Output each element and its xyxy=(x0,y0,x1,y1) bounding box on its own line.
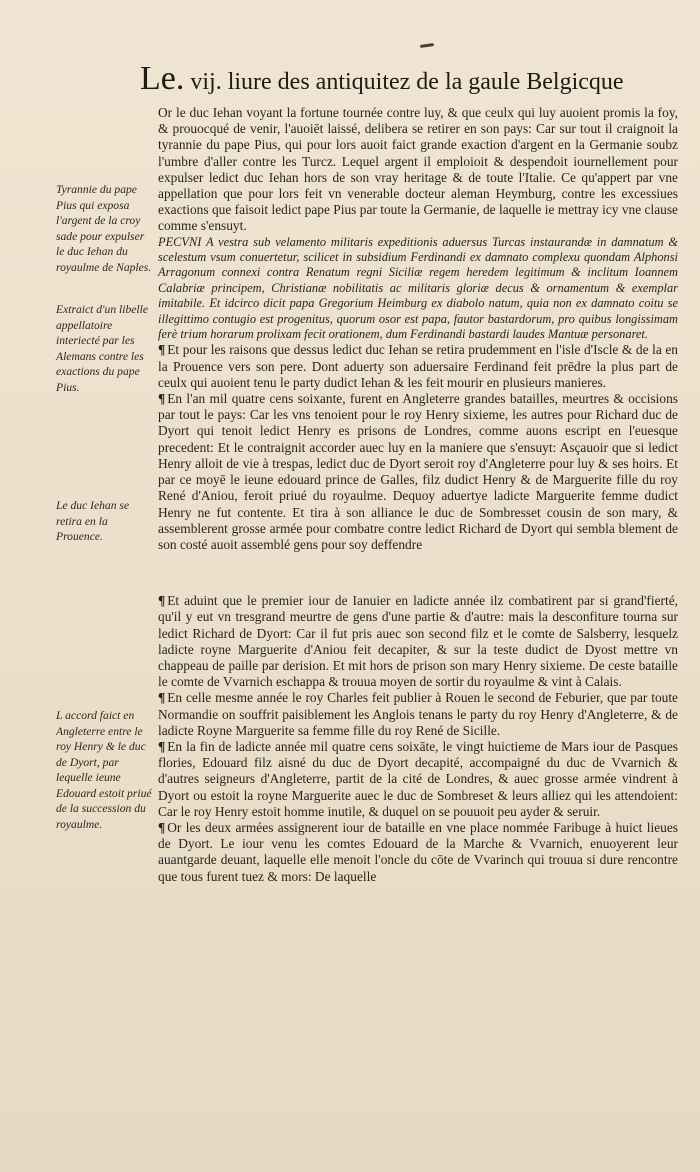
paragraph xyxy=(158,739,678,820)
pilcrow-icon: ¶ xyxy=(158,593,166,609)
pilcrow-icon: ¶ xyxy=(158,342,166,358)
paragraph xyxy=(158,820,678,885)
header-prefix: Le. xyxy=(140,60,185,97)
paragraph-text: Et pour les raisons que dessus ledict duc Iehan se retira prudemment en l'isle d'Iscle & de la en la Prouence vers son pere. Dont aduerty son aduersaire Ferdinand feit prēdre la plus part de ceulx qui auoient tenu le party dudict Iehan & les feit mourir en plusieurs manieres. xyxy=(158,342,678,390)
paragraph xyxy=(158,342,678,391)
paragraph xyxy=(158,391,678,553)
header-title: vij. liure des antiquitez de la gaule Belgicque xyxy=(190,69,624,95)
paragraph: Or le duc Iehan voyant la fortune tournée contre luy, & que ceulx qui luy auoient promis la foy, & prouocqué de venir, l'auoiēt laissé, delibera se retirer en son pays: Car sur tout il craignoit la tyrannie du pape Pius, qui pour lors auoit faict grande exaction d'argent en la Germanie soubz l'umbre d'aller contre les Turcz. Lequel argent il emploioit & despendoit iournellement pour expulser ledict duc Iehan hors de son vray heritage & de toute l'Italie. Ce qu'appert par vne appellation que pour lors feit vn venerable docteur aleman Heymburg, contre les excessiues exactions que faisoit ledict pape Pius par toute la Germanie, de laquelle ie mettray icy vne clause comme s'ensuyt. xyxy=(158,105,678,234)
paragraph-text: Or les deux armées assignerent iour de bataille en vne place nommée Faribuge à huict lieues de Dyort. Le iour venu les comtes Edouard de la Marche & Vvarnich, enuoyerent leur auantgarde deuant, laquelle elle menoit l'oncle du cōte de Vvarinch qui trouua si dure rencontre que tous furent tuez & mors: De laquelle xyxy=(158,819,678,884)
pilcrow-icon: ¶ xyxy=(158,391,166,407)
main-text xyxy=(158,105,678,885)
margin-note-prouence: Le duc Iehan se retira en la Prouence. xyxy=(56,499,130,543)
paragraph xyxy=(158,593,678,690)
paragraph xyxy=(158,690,678,739)
paragraph-text: Et aduint que le premier iour de Ianuier en ladicte année ilz combatirent par si grand'fierté, qu'il y eut vn tresgrand meurtre de gens d'une partie & d'autre: mais la desconfiture tourna sur ledict Richard de Dyort: Car il fut pris auec son second filz et le comte de Salsberry, lesquelz ladicte royne Marguerite d'Aniou feit decapiter, & sur la teste dudict de Dyost mettre vn chappeau de paille par derision. Et mit hors de prison son mary Henry sixieme. De ceste bataille le comte de Vvarnich eschappa & trouua moyen de sortir du royaulme & vint à Calais. xyxy=(158,593,678,690)
pilcrow-icon: ¶ xyxy=(158,690,166,706)
latin-quotation: PECVNI A vestra sub velamento militaris expeditionis aduersus Turcas instaurandæ in damnatum & scelestum vsum conuertetur, scilicet in subsidium Ferdinandi ex damnato complexu quondam Alphonsi Arragonum connexi contra Renatum regni Siciliæ regem heredem legitimum & inclitum Ioannem Calabriæ principem, Christianæ nobilitatis ac militaris gloriæ decus & ornamentum & exemplar imitabile. Et idcirco dicit papa Gregorium Heimburg ex diabolo natum, quia non ex damnato coitu se illegittimo contugio est progenitus, quorum osor est papa, fautor bastardorum, pro quibus longissimam ferè trium horarum prolixam fecit orationem, dum Ferdinandi bastardi laudes Mantuæ personaret. xyxy=(158,234,678,342)
running-header xyxy=(140,60,680,100)
margin-note-libelle: Extraict d'un libelle appellatoire interiecté par les Alemans contre les exactions du pape Pius. xyxy=(56,303,148,394)
pilcrow-icon: ¶ xyxy=(158,819,166,835)
margin-note-tyrannie: Tyrannie du pape Pius qui exposa l'argent de la croy sade pour expulser le duc Iehan du royaulme de Naples. xyxy=(56,183,152,274)
paragraph-text: En l'an mil quatre cens soixante, furent en Angleterre grandes batailles, meurtres & occisions par tout le pays: Car les vns tenoient pour le roy Henry sixieme, les autres pour Richard duc de Dyort qui tenoit ledict Henry es prisons de Londres, comme auons escript en l'euesque precedent: Et le contraignit accorder auec luy en la maniere que s'ensuyt: Asçauoir que si ledict Henry alloit de vie à trespas, ledict duc de Dyort seroit roy d'Angleterre pour luy & ses hoirs. Et par ce moyē le ieune edouard prince de Galles, filz dudict Henry & de Marguerite fille du roy René d'Aniou, feroit priué du royaulme. Dequoy aduertye ladicte Marguerite femme dudict Henry ne fut contente. Et tira à son alliance le duc de Sombresset cousin de son mary, & assemblerent grosse armée pour combatre contre ledict Richard de Dyort qui sembla blement de son costé auoit assemblé gens pour soy deffendre xyxy=(158,391,678,552)
paragraph-text: En la fin de ladicte année mil quatre cens soixāte, le vingt huictieme de Mars iour de Pasques flories, Edouard filz aisné du duc de Dyort decapité, accompaigné du duc de Vvarnich & d'autres seigneurs d'Angleterre, partit de la cité de Londres, & auec grosse armée vindrent à Dyort ou estoit la royne Marguerite auec le duc de Sombreset & leurs alliez qui les attendoient: Car le roy Henry estoit homme inutile, & duquel on se pouuoit peu ayder & seruir. xyxy=(158,738,678,819)
spacer xyxy=(158,553,678,593)
pilcrow-icon: ¶ xyxy=(158,738,166,754)
paragraph-text: En celle mesme année le roy Charles feit publier à Rouen le second de Feburier, que par toute Normandie on souffrit paisiblement les Anglois tenans le party du roy Henry d'Angleterre, & de ladicte Royne Marguerite sa femme fille du roy René de Sicille. xyxy=(158,690,678,738)
ink-mark xyxy=(420,43,434,48)
margin-note-accord: L accord faict en Angleterre entre le roy Henry & le duc de Dyort, par lequelle ieune Edouard estoit priué de la succession du royaulme. xyxy=(56,709,152,831)
